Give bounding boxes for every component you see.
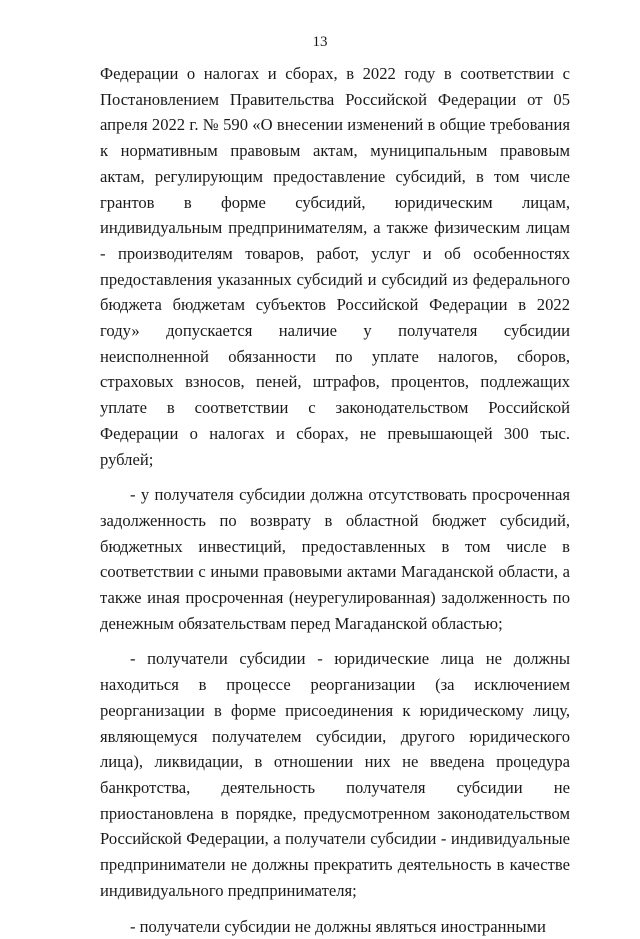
paragraph-reorganization: - получатели субсидии - юридические лица не должны находиться в процессе реорганизации (за исключением реорганизации в форме присоединения к юридическому лицу, являющемуся получателем субсидии, другого юридического лица), ликвидации, в отношении них не введена процедура банкротства, деятельность получателя субсидии не приостановлена в порядке, предусмотренном законодательством Российской Федерации, а получатели субсидии - индивидуальные предприниматели не должны прекратить деятельность в качестве индивидуального предпринимателя; [100,646,570,903]
paragraph-continuation: Федерации о налогах и сборах, в 2022 году в соответствии с Постановлением Правительства Российской Федерации от 05 апреля 2022 г. № 590 «О внесении изменений в общие требования к нормативным правовым актам, муниципальным правовым актам, регулирующим предоставление субсидий, в том числе грантов в форме субсидий, юридическим лицам, индивидуальным предпринимателям, а также физическим лицам - производителям товаров, работ, услуг и об особенностях предоставления указанных субсидий и субсидий из федерального бюджета бюджетам субъектов Российской Федерации в 2022 году» допускается наличие у получателя субсидии неисполненной обязанности по уплате налогов, сборов, страховых взносов, пеней, штрафов, процентов, подлежащих уплате в соответствии с законодательством Российской Федерации о налогах и сборах, не превышающей 300 тыс. рублей; [100,61,570,472]
document-body [100,61,570,939]
page-number: 13 [0,33,640,51]
paragraph-foreign-entities: - получатели субсидии не должны являться иностранными [100,914,570,939]
paragraph-overdue-debt: - у получателя субсидии должна отсутствовать просроченная задолженность по возврату в областной бюджет субсидий, бюджетных инвестиций, предоставленных в том числе в соответствии с иными правовыми актами Магаданской области, а также иная просроченная (неурегулированная) задолженность по денежным обязательствам перед Магаданской областью; [100,482,570,636]
